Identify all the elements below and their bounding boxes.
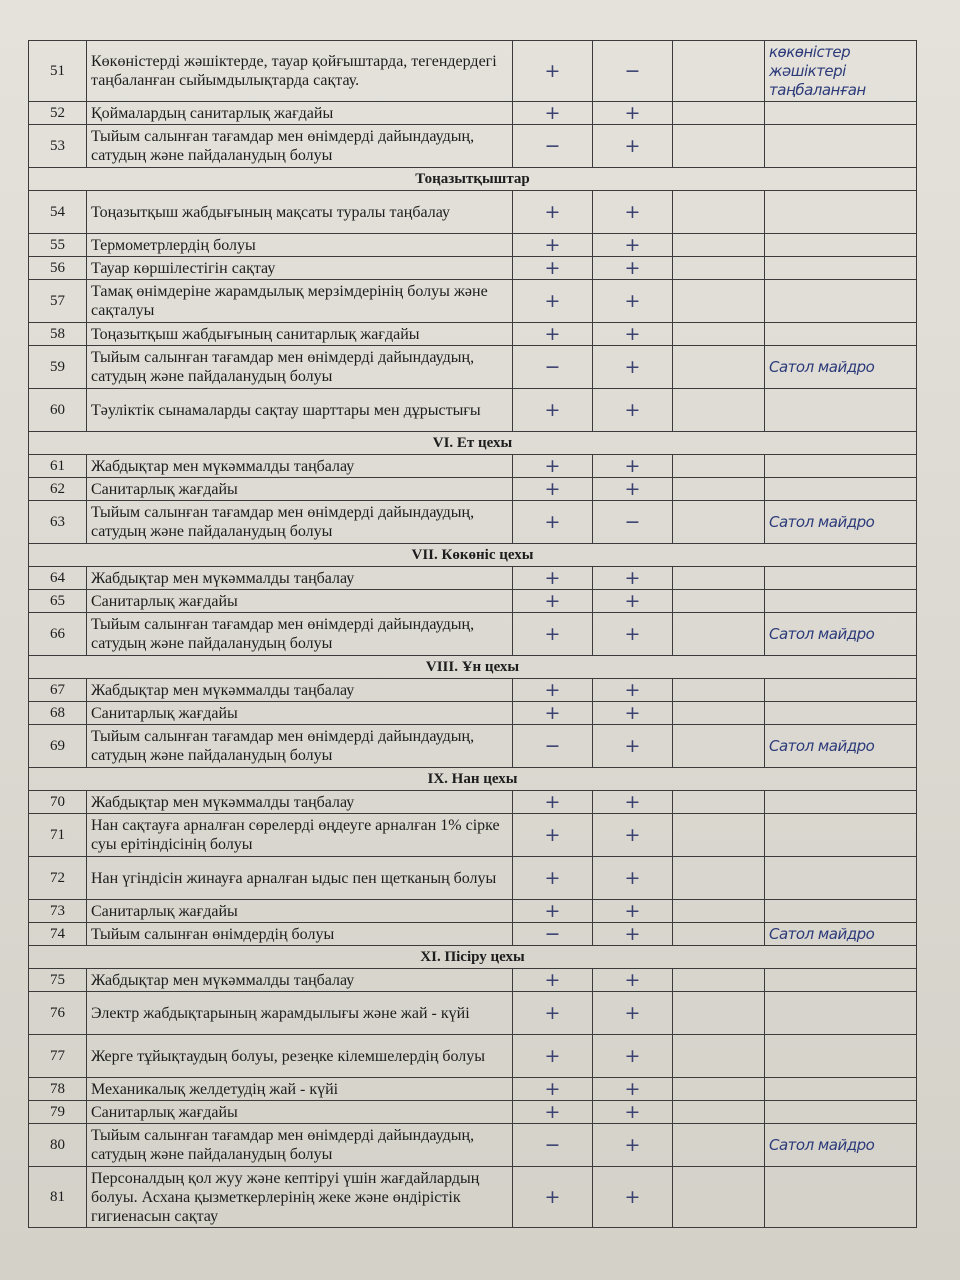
- mark-column-2: +: [593, 567, 673, 590]
- table-row: [29, 125, 917, 168]
- mark-column-1: +: [513, 900, 593, 923]
- handwritten-note: [765, 102, 917, 125]
- empty-cell: [673, 102, 765, 125]
- requirement-text: Тыйым салынған тағамдар мен өнімдерді дайындаудың, сатудың және пайдаланудың болуы: [87, 125, 513, 168]
- mark-column-2: +: [593, 1078, 673, 1101]
- row-number: 64: [29, 567, 87, 590]
- section-header-row: [29, 168, 917, 191]
- empty-cell: [673, 346, 765, 389]
- section-title: IX. Нан цехы: [29, 768, 917, 791]
- empty-cell: [673, 1124, 765, 1167]
- mark-column-2: +: [593, 1101, 673, 1124]
- section-title: VIII. Ұн цехы: [29, 656, 917, 679]
- requirement-text: Тыйым салынған тағамдар мен өнімдерді дайындаудың, сатудың және пайдаланудың болуы: [87, 1124, 513, 1167]
- row-number: 65: [29, 590, 87, 613]
- table-row: [29, 679, 917, 702]
- section-header-row: [29, 432, 917, 455]
- handwritten-note: [765, 1167, 917, 1228]
- mark-column-1: +: [513, 702, 593, 725]
- mark-column-1: −: [513, 923, 593, 946]
- mark-column-1: +: [513, 969, 593, 992]
- mark-column-1: +: [513, 102, 593, 125]
- row-number: 80: [29, 1124, 87, 1167]
- empty-cell: [673, 969, 765, 992]
- table-row: [29, 1035, 917, 1078]
- table-row: [29, 613, 917, 656]
- row-number: 60: [29, 389, 87, 432]
- mark-column-1: +: [513, 679, 593, 702]
- mark-column-2: +: [593, 1167, 673, 1228]
- table-row: [29, 257, 917, 280]
- row-number: 72: [29, 857, 87, 900]
- mark-column-2: +: [593, 992, 673, 1035]
- requirement-text: Қоймалардың санитарлық жағдайы: [87, 102, 513, 125]
- mark-column-1: −: [513, 125, 593, 168]
- table-body: [29, 41, 917, 1228]
- section-header-row: [29, 768, 917, 791]
- row-number: 68: [29, 702, 87, 725]
- requirement-text: Механикалық желдетудің жай - күйі: [87, 1078, 513, 1101]
- requirement-text: Тәуліктік сынамаларды сақтау шарттары мен дұрыстығы: [87, 389, 513, 432]
- row-number: 52: [29, 102, 87, 125]
- empty-cell: [673, 725, 765, 768]
- mark-column-2: −: [593, 501, 673, 544]
- row-number: 75: [29, 969, 87, 992]
- mark-column-1: +: [513, 857, 593, 900]
- requirement-text: Санитарлық жағдайы: [87, 590, 513, 613]
- handwritten-note: [765, 1101, 917, 1124]
- requirement-text: Тыйым салынған тағамдар мен өнімдерді дайындаудың, сатудың және пайдаланудың болуы: [87, 725, 513, 768]
- table-row: [29, 725, 917, 768]
- empty-cell: [673, 900, 765, 923]
- handwritten-note: Сатол майдро: [765, 1124, 917, 1167]
- row-number: 79: [29, 1101, 87, 1124]
- handwritten-note: [765, 191, 917, 234]
- handwritten-note: [765, 679, 917, 702]
- mark-column-1: +: [513, 791, 593, 814]
- mark-column-1: −: [513, 1124, 593, 1167]
- table-row: [29, 280, 917, 323]
- table-row: [29, 1078, 917, 1101]
- row-number: 51: [29, 41, 87, 102]
- section-header-row: [29, 656, 917, 679]
- row-number: 70: [29, 791, 87, 814]
- table-row: [29, 923, 917, 946]
- table-row: [29, 234, 917, 257]
- handwritten-note: [765, 125, 917, 168]
- row-number: 59: [29, 346, 87, 389]
- handwritten-note: [765, 857, 917, 900]
- mark-column-2: +: [593, 1035, 673, 1078]
- mark-column-2: +: [593, 900, 673, 923]
- section-title: VII. Көкөніс цехы: [29, 544, 917, 567]
- handwritten-note: [765, 567, 917, 590]
- requirement-text: Нан үгіндісін жинауға арналған ыдыс пен щетканың болуы: [87, 857, 513, 900]
- empty-cell: [673, 478, 765, 501]
- requirement-text: Персоналдың қол жуу және кептіруі үшін жағдайлардың болуы. Асхана қызметкерлерінің жеке және өндірістік гигиенасын сақтау: [87, 1167, 513, 1228]
- requirement-text: Тауар көршілестігін сақтау: [87, 257, 513, 280]
- row-number: 61: [29, 455, 87, 478]
- table-row: [29, 191, 917, 234]
- empty-cell: [673, 280, 765, 323]
- handwritten-note: [765, 590, 917, 613]
- handwritten-note: [765, 234, 917, 257]
- table-row: [29, 567, 917, 590]
- row-number: 71: [29, 814, 87, 857]
- empty-cell: [673, 857, 765, 900]
- table-row: [29, 992, 917, 1035]
- empty-cell: [673, 389, 765, 432]
- requirement-text: Жабдықтар мен мүкәммалды таңбалау: [87, 567, 513, 590]
- mark-column-1: +: [513, 478, 593, 501]
- requirement-text: Термометрлердің болуы: [87, 234, 513, 257]
- requirement-text: Нан сақтауға арналған сөрелерді өңдеуге арналған 1% сірке суы ерітіндісінің болуы: [87, 814, 513, 857]
- mark-column-2: +: [593, 125, 673, 168]
- row-number: 67: [29, 679, 87, 702]
- mark-column-2: +: [593, 346, 673, 389]
- table-row: [29, 1167, 917, 1228]
- empty-cell: [673, 323, 765, 346]
- table-row: [29, 323, 917, 346]
- requirement-text: Тыйым салынған тағамдар мен өнімдерді дайындаудың, сатудың және пайдаланудың болуы: [87, 613, 513, 656]
- handwritten-note: [765, 900, 917, 923]
- mark-column-1: +: [513, 455, 593, 478]
- table-row: [29, 389, 917, 432]
- row-number: 73: [29, 900, 87, 923]
- row-number: 55: [29, 234, 87, 257]
- mark-column-2: +: [593, 814, 673, 857]
- mark-column-2: +: [593, 191, 673, 234]
- table-row: [29, 455, 917, 478]
- empty-cell: [673, 613, 765, 656]
- requirement-text: Тоңазытқыш жабдығының санитарлық жағдайы: [87, 323, 513, 346]
- mark-column-2: +: [593, 725, 673, 768]
- empty-cell: [673, 702, 765, 725]
- mark-column-2: +: [593, 923, 673, 946]
- mark-column-2: +: [593, 455, 673, 478]
- handwritten-note: [765, 1078, 917, 1101]
- mark-column-2: +: [593, 257, 673, 280]
- empty-cell: [673, 1167, 765, 1228]
- inspection-table: [28, 40, 917, 1228]
- row-number: 66: [29, 613, 87, 656]
- mark-column-1: −: [513, 346, 593, 389]
- empty-cell: [673, 501, 765, 544]
- requirement-text: Санитарлық жағдайы: [87, 1101, 513, 1124]
- table-row: [29, 346, 917, 389]
- handwritten-note: Сатол майдро: [765, 346, 917, 389]
- row-number: 56: [29, 257, 87, 280]
- row-number: 74: [29, 923, 87, 946]
- mark-column-2: +: [593, 234, 673, 257]
- table-row: [29, 1124, 917, 1167]
- section-title: Тоңазытқыштар: [29, 168, 917, 191]
- row-number: 77: [29, 1035, 87, 1078]
- empty-cell: [673, 814, 765, 857]
- requirement-text: Жабдықтар мен мүкәммалды таңбалау: [87, 791, 513, 814]
- table-row: [29, 501, 917, 544]
- mark-column-2: −: [593, 41, 673, 102]
- handwritten-note: [765, 702, 917, 725]
- mark-column-2: +: [593, 389, 673, 432]
- empty-cell: [673, 257, 765, 280]
- requirement-text: Тыйым салынған тағамдар мен өнімдерді дайындаудың, сатудың және пайдаланудың болуы: [87, 346, 513, 389]
- table-row: [29, 969, 917, 992]
- table-row: [29, 702, 917, 725]
- handwritten-note: Сатол майдро: [765, 923, 917, 946]
- mark-column-1: +: [513, 191, 593, 234]
- requirement-text: Санитарлық жағдайы: [87, 478, 513, 501]
- mark-column-2: +: [593, 702, 673, 725]
- requirement-text: Жабдықтар мен мүкәммалды таңбалау: [87, 455, 513, 478]
- mark-column-1: +: [513, 280, 593, 323]
- row-number: 54: [29, 191, 87, 234]
- section-header-row: [29, 946, 917, 969]
- row-number: 62: [29, 478, 87, 501]
- handwritten-note: [765, 791, 917, 814]
- requirement-text: Тоңазытқыш жабдығының мақсаты туралы таңбалау: [87, 191, 513, 234]
- requirement-text: Көкөністерді жәшіктерде, тауар қойғыштарда, тегендердегі таңбаланған сыйымдылықтарда сақтау.: [87, 41, 513, 102]
- table-row: [29, 814, 917, 857]
- requirement-text: Тыйым салынған өнімдердің болуы: [87, 923, 513, 946]
- requirement-text: Жерге тұйықтаудың болуы, резеңке кілемшелердің болуы: [87, 1035, 513, 1078]
- mark-column-1: +: [513, 257, 593, 280]
- row-number: 81: [29, 1167, 87, 1228]
- empty-cell: [673, 455, 765, 478]
- empty-cell: [673, 1035, 765, 1078]
- mark-column-2: +: [593, 857, 673, 900]
- requirement-text: Санитарлық жағдайы: [87, 702, 513, 725]
- requirement-text: Тамақ өнімдеріне жарамдылық мерзімдерінің болуы және сақталуы: [87, 280, 513, 323]
- mark-column-1: +: [513, 389, 593, 432]
- handwritten-note: [765, 814, 917, 857]
- empty-cell: [673, 590, 765, 613]
- handwritten-note: көкөністер жәшіктері таңбаланған: [765, 41, 917, 102]
- handwritten-note: [765, 280, 917, 323]
- handwritten-note: [765, 455, 917, 478]
- handwritten-note: [765, 992, 917, 1035]
- mark-column-1: +: [513, 992, 593, 1035]
- mark-column-1: +: [513, 41, 593, 102]
- handwritten-note: [765, 969, 917, 992]
- mark-column-2: +: [593, 613, 673, 656]
- empty-cell: [673, 923, 765, 946]
- empty-cell: [673, 191, 765, 234]
- requirement-text: Тыйым салынған тағамдар мен өнімдерді дайындаудың, сатудың және пайдаланудың болуы: [87, 501, 513, 544]
- section-title: VI. Ет цехы: [29, 432, 917, 455]
- empty-cell: [673, 791, 765, 814]
- requirement-text: Электр жабдықтарының жарамдылығы және жай - күйі: [87, 992, 513, 1035]
- mark-column-2: +: [593, 323, 673, 346]
- handwritten-note: Сатол майдро: [765, 725, 917, 768]
- requirement-text: Жабдықтар мен мүкәммалды таңбалау: [87, 969, 513, 992]
- handwritten-note: [765, 389, 917, 432]
- section-header-row: [29, 544, 917, 567]
- empty-cell: [673, 679, 765, 702]
- requirement-text: Санитарлық жағдайы: [87, 900, 513, 923]
- mark-column-1: +: [513, 1035, 593, 1078]
- mark-column-2: +: [593, 969, 673, 992]
- empty-cell: [673, 992, 765, 1035]
- mark-column-1: +: [513, 613, 593, 656]
- mark-column-1: +: [513, 1078, 593, 1101]
- mark-column-1: +: [513, 1167, 593, 1228]
- requirement-text: Жабдықтар мен мүкәммалды таңбалау: [87, 679, 513, 702]
- empty-cell: [673, 234, 765, 257]
- table-row: [29, 1101, 917, 1124]
- mark-column-1: −: [513, 725, 593, 768]
- empty-cell: [673, 125, 765, 168]
- row-number: 69: [29, 725, 87, 768]
- handwritten-note: Сатол майдро: [765, 613, 917, 656]
- mark-column-2: +: [593, 280, 673, 323]
- table-row: [29, 791, 917, 814]
- empty-cell: [673, 1078, 765, 1101]
- mark-column-2: +: [593, 679, 673, 702]
- mark-column-1: +: [513, 501, 593, 544]
- mark-column-2: +: [593, 102, 673, 125]
- handwritten-note: [765, 1035, 917, 1078]
- handwritten-note: Сатол майдро: [765, 501, 917, 544]
- table-row: [29, 478, 917, 501]
- mark-column-1: +: [513, 234, 593, 257]
- row-number: 53: [29, 125, 87, 168]
- mark-column-1: +: [513, 590, 593, 613]
- section-title: XI. Пісіру цехы: [29, 946, 917, 969]
- table-row: [29, 102, 917, 125]
- row-number: 57: [29, 280, 87, 323]
- table-row: [29, 900, 917, 923]
- mark-column-1: +: [513, 1101, 593, 1124]
- table-row: [29, 857, 917, 900]
- empty-cell: [673, 567, 765, 590]
- handwritten-note: [765, 257, 917, 280]
- empty-cell: [673, 1101, 765, 1124]
- row-number: 58: [29, 323, 87, 346]
- row-number: 76: [29, 992, 87, 1035]
- mark-column-1: +: [513, 323, 593, 346]
- mark-column-2: +: [593, 590, 673, 613]
- mark-column-2: +: [593, 1124, 673, 1167]
- mark-column-1: +: [513, 814, 593, 857]
- mark-column-1: +: [513, 567, 593, 590]
- row-number: 78: [29, 1078, 87, 1101]
- handwritten-note: [765, 478, 917, 501]
- mark-column-2: +: [593, 791, 673, 814]
- table-row: [29, 41, 917, 102]
- mark-column-2: +: [593, 478, 673, 501]
- table-row: [29, 590, 917, 613]
- row-number: 63: [29, 501, 87, 544]
- handwritten-note: [765, 323, 917, 346]
- empty-cell: [673, 41, 765, 102]
